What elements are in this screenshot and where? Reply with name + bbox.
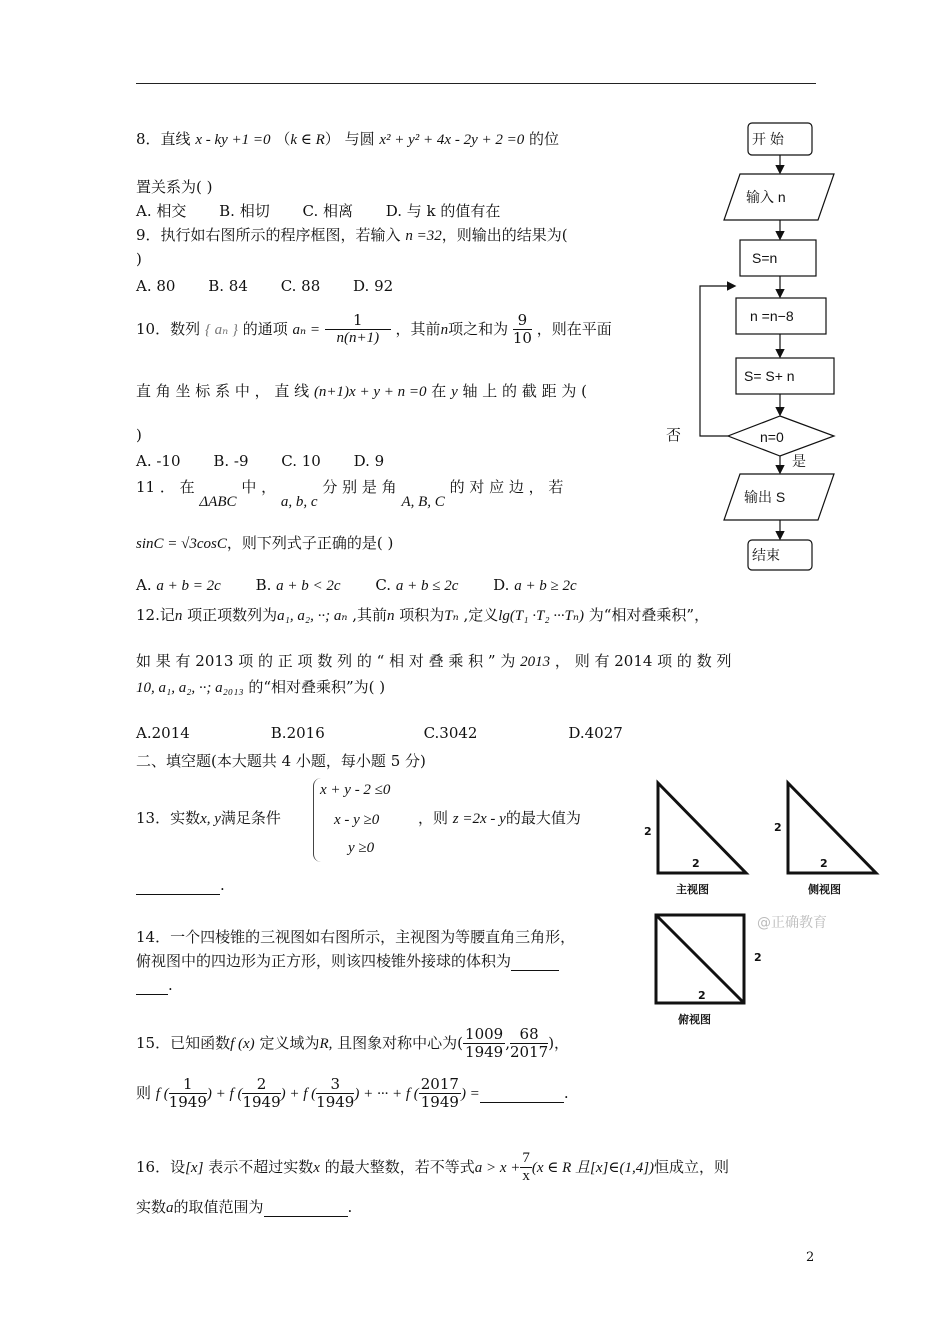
flow-start-label: 开 始 [752,131,784,147]
q16-line2: 实数a的取值范围为 . [136,1198,353,1216]
side-base-label: 2 [820,857,828,870]
front-base-label: 2 [692,857,700,870]
flow-s3-label: S= S+ n [744,368,795,384]
side-height-label: 2 [774,821,782,834]
q15-line1: 15．已知函数f (x) 定义域为R, 且图象对称中心为( $\frac{1009}{1949}$ , $\frac{68}{2017}$ )， [136,1025,570,1062]
q14-line3: . [136,976,173,995]
flow-s1-label: S=n [752,250,778,266]
q12-options: A.2014 B.2016 C.3042 D.4027 [136,724,623,742]
q9-line1: 9．执行如右图所示的程序框图，若输入 n =32，则输出的结果为( [136,226,568,244]
q8-line2: 置关系为( ) [136,178,213,196]
q12-line3: 10, a₁, a₂, ··; a₂₀₁₃ 的“相对叠乘积”为( ) [136,678,386,696]
q13-constraint-2: x - y ≥0 [334,812,380,828]
q13-answer-blank: . [136,876,225,895]
front-view-triangle [658,783,746,873]
q10-line1: 10．数列 { aₙ } 的通项 aₙ = $\frac{1}{n(n+1)}$ ，其前n项之和为 $\frac{9}{10}$ ，则在平面 [136,311,612,348]
section-2-title: 二、填空题(本大题共 4 小题，每小题 5 分) [136,752,426,770]
header-rule [136,83,816,84]
q11-options: A. a + b = 2c B. a + b < 2c C. a + b ≤ 2c D. a + b ≥ 2c [136,576,577,594]
top-base-label: 2 [698,989,706,1002]
flow-s2-label: n =n−8 [750,308,794,324]
flow-end-label: 结束 [752,547,780,563]
q10-options: A. -10 B. -9 C. 10 D. 9 [136,452,385,470]
q12-line1: 12.记n 项正项数列为a₁, a₂, ··; aₙ ,其前n 项积为Tₙ ,定义lg(T₁ ·T₂ ···Tₙ) 为“相对叠乘积”， [136,606,710,624]
flow-input-label: 输入 n [746,189,786,205]
flow-output-label: 输出 S [744,489,786,505]
front-view-caption: 主视图 [676,883,709,896]
side-view-triangle [788,783,876,873]
page-number: 2 [806,1250,815,1265]
q14-line1: 14．一个四棱锥的三视图如右图所示，主视图为等腰直角三角形， [136,928,576,946]
q9-options: A. 80 B. 84 C. 88 D. 92 [136,277,394,295]
q13-constraint-3: y ≥0 [348,840,375,856]
top-side-label: 2 [754,951,762,964]
q11-condition: sinC = √3cosC，则下列式子正确的是( ) [136,534,394,552]
flow-yes-label: 是 [792,453,806,469]
q12-line2: 如 果 有 2013 项 的 正 项 数 列 的 “ 相 对 叠 乘 积 ” 为 2013 ， 则 有 2014 项 的 数 列 [136,652,732,670]
q8-options: A. 相交 B. 相切 C. 相离 D. 与 k 的值有在 [136,202,501,220]
q8-line1: 8．直线 x - ky +1 =0 （k ∈ R） 与圆 x² + y² + 4x - 2y + 2 =0 的位 [136,130,560,148]
flow-cond-label: n=0 [760,429,784,445]
q14-line2: 俯视图中的四边形为正方形，则该四棱锥外接球的体积为 [136,950,559,971]
side-view-caption: 侧视图 [808,883,841,896]
q10-line2: 直 角 坐 标 系 中 ， 直 线 (n+1)x + y + n =0 在 y 轴 上 的 截 距 为 ( [136,382,587,400]
program-flowchart [690,118,850,578]
q13-tail: ，则 z =2x - y的最大值为 [418,809,581,827]
watermark: @正确教育 [757,915,827,931]
q11-line1: 11 ． 在 ΔABC 中 ， a, b, c 分 别 是 角 A, B, C 的 对 应 边 ， 若 [136,478,564,510]
q15-line2: 则 f ( $\frac{1}{1949}$ ) + f ( $\frac{2}{1949}$ ) + f ( $\frac{3}{1949}$ ) + ··· + f ( $\frac{2017}{1949}$ ) = . [136,1075,569,1112]
q10-line3: ) [136,426,142,444]
q13-constraint-1: x + y - 2 ≤0 [320,782,391,798]
top-view-caption: 俯视图 [678,1013,711,1026]
q9-line2: ) [136,250,142,268]
q13-lead: 13．实数x, y满足条件 [136,809,281,827]
q16-line1: 16．设[x] 表示不超过实数x 的最大整数，若不等式a > x + $\frac{7}{x}$ (x ∈ R 且[x]∈(1,4])恒成立，则 [136,1150,730,1185]
front-height-label: 2 [644,825,652,838]
three-views-figure [640,775,900,1035]
flow-no-label: 否 [666,426,682,444]
